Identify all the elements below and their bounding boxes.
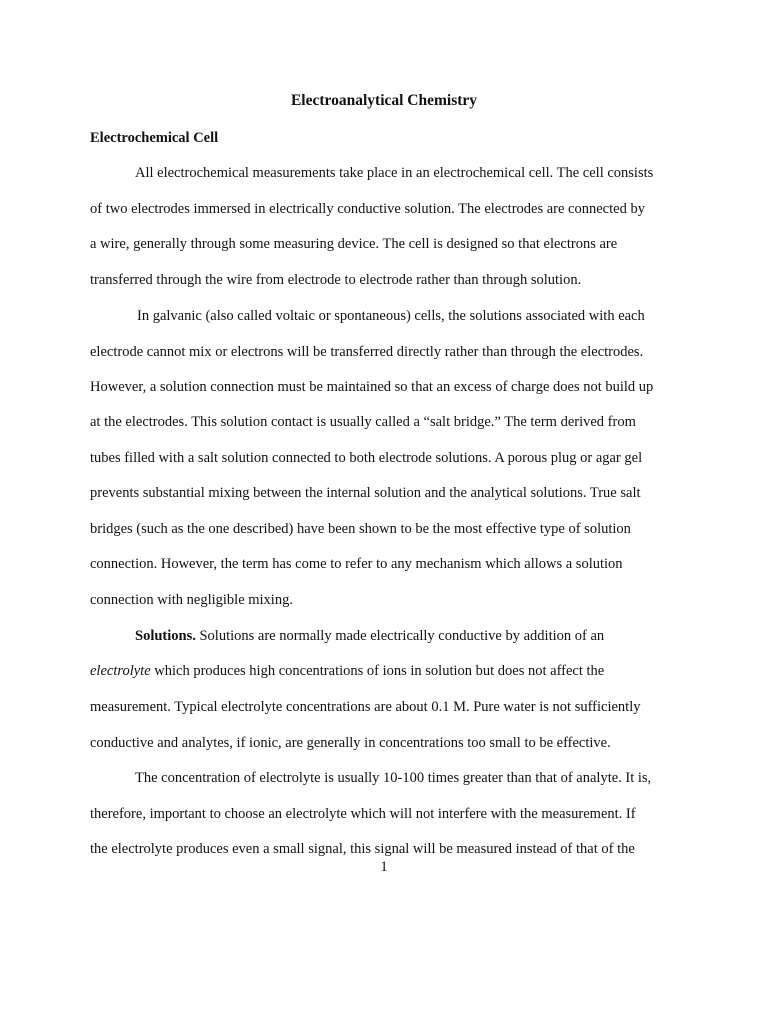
paragraph-line: In galvanic (also called voltaic or spontaneous) cells, the solutions associated with each [137,308,645,324]
paragraph-line: conductive and analytes, if ionic, are generally in concentrations too small to be effective. [90,735,611,751]
solutions-text: Solutions are normally made electrically conductive by addition of an [195,628,605,644]
paragraph-line: bridges (such as the one described) have been shown to be the most effective type of solution [90,521,631,537]
paragraph-line: connection. However, the term has come to refer to any mechanism which allows a solution [90,556,623,572]
paragraph-line: measurement. Typical electrolyte concentrations are about 0.1 M. Pure water is not sufficiently [90,699,641,715]
page-number: 1 [380,859,388,875]
paragraph-line [90,661,604,681]
paragraph-line: The concentration of electrolyte is usually 10-100 times greater than that of analyte. It is, [135,770,652,786]
solutions-label: Solutions. [135,628,196,644]
paragraph-line: of two electrodes immersed in electrically conductive solution. The electrodes are connected by [90,201,645,217]
paragraph-line: a wire, generally through some measuring device. The cell is designed so that electrons are [90,236,618,252]
section-heading: Electrochemical Cell [90,130,219,146]
paragraph-line: at the electrodes. This solution contact is usually called a “salt bridge.” The term derived from [90,414,636,430]
paragraph-line: the electrolyte produces even a small signal, this signal will be measured instead of that of the [90,841,635,857]
paragraph-line [135,626,604,646]
paragraph-line: therefore, important to choose an electrolyte which will not interfere with the measurement. If [90,806,636,822]
paragraph-line: tubes filled with a salt solution connected to both electrode solutions. A porous plug or agar gel [90,450,643,466]
electrolyte-text: which produces high concentrations of ions in solution but does not affect the [150,663,605,679]
paragraph-line: connection with negligible mixing. [90,592,293,608]
paragraph-line: prevents substantial mixing between the internal solution and the analytical solutions. True salt [90,485,641,501]
paragraph-line: electrode cannot mix or electrons will be transferred directly rather than through the electrodes. [90,344,644,360]
paragraph-line: However, a solution connection must be maintained so that an excess of charge does not build up [90,379,654,395]
paragraph-line: transferred through the wire from electrode to electrode rather than through solution. [90,272,582,288]
document-title: Electroanalytical Chemistry [290,92,478,109]
paragraph-line: All electrochemical measurements take place in an electrochemical cell. The cell consists [135,165,654,181]
electrolyte-term: electrolyte [90,663,151,679]
